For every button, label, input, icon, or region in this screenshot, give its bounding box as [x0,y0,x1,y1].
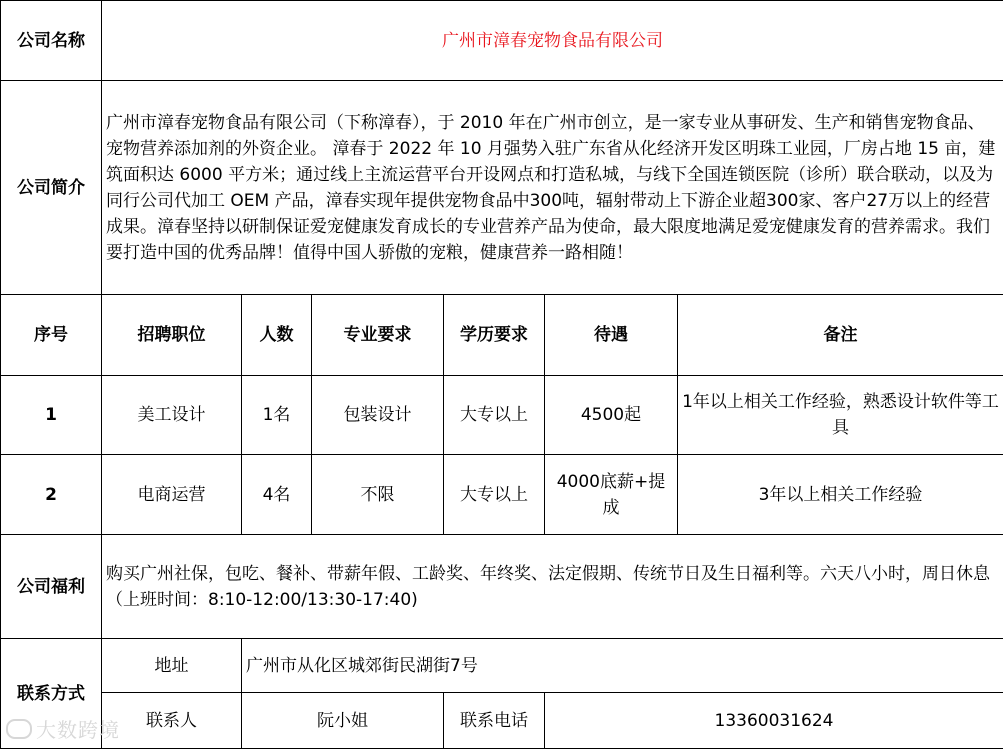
table-row [1,376,1003,455]
header-remark: 备注 [678,295,1003,376]
jobs-header-row [1,295,1003,376]
row-remark: 1年以上相关工作经验，熟悉设计软件等工具 [678,376,1003,455]
header-no: 序号 [1,295,102,376]
header-major: 专业要求 [312,295,444,376]
welfare-text: 购买广州社保，包吃、餐补、带薪年假、工龄奖、年终奖、法定假期、传统节日及生日福利等。六天八小时，周日休息（上班时间：8:10-12:00/13:30-17:40) [102,535,1003,639]
row-position: 美工设计 [102,376,242,455]
person-label: 联系人 [102,693,242,749]
company-intro-row [1,81,1003,295]
row-position: 电商运营 [102,455,242,535]
row-salary: 4500起 [545,376,678,455]
company-intro-label: 公司简介 [1,81,102,295]
table-row [1,455,1003,535]
header-count: 人数 [242,295,312,376]
phone-value: 13360031624 [545,693,1003,749]
contact-address-row [1,639,1003,693]
person-value: 阮小姐 [242,693,444,749]
welfare-label: 公司福利 [1,535,102,639]
address-label: 地址 [102,639,242,693]
phone-label: 联系电话 [444,693,545,749]
row-salary: 4000底薪+提成 [545,455,678,535]
row-education: 大专以上 [444,376,545,455]
company-name-value: 广州市漳春宠物食品有限公司 [102,1,1003,81]
watermark-text: 大数跨境 [36,718,120,742]
company-name-row [1,1,1003,81]
header-salary: 待遇 [545,295,678,376]
header-position: 招聘职位 [102,295,242,376]
contact-label: 联系方式 [1,639,102,749]
row-remark: 3年以上相关工作经验 [678,455,1003,535]
row-major: 包装设计 [312,376,444,455]
row-education: 大专以上 [444,455,545,535]
company-intro-text: 广州市漳春宠物食品有限公司（下称漳春），于 2010 年在广州市创立，是一家专业从事研发、生产和销售宠物食品、宠物营养添加剂的外资企业。 漳春于 2022 年 10 月强势入驻广东省从化经济开发区明珠工业园，厂房占地 15 亩，建筑面积达 6000 平方米；通过线上主流运营平台开设网点和打造私城，与线下全国连锁医院（诊所）联合联动，以及为同行公司代加工 OEM 产品，漳春实现年提供宠物食品中300吨，辐射带动上下游企业超300家、客户27万以上的经营成果。漳春坚持以研制保证爱宠健康发育成长的专业营养产品为使命，最大限度地满足爱宠健康发育的营养需求。我们要打造中国的优秀品牌！值得中国人骄傲的宠粮，健康营养一路相随！ [102,81,1003,295]
contact-person-row [1,693,1003,749]
address-value: 广州市从化区城郊街民湖街7号 [242,639,1003,693]
row-no: 1 [1,376,102,455]
row-count: 4名 [242,455,312,535]
company-name-label: 公司名称 [1,1,102,81]
header-education: 学历要求 [444,295,545,376]
row-major: 不限 [312,455,444,535]
welfare-row [1,535,1003,639]
row-count: 1名 [242,376,312,455]
row-no: 2 [1,455,102,535]
